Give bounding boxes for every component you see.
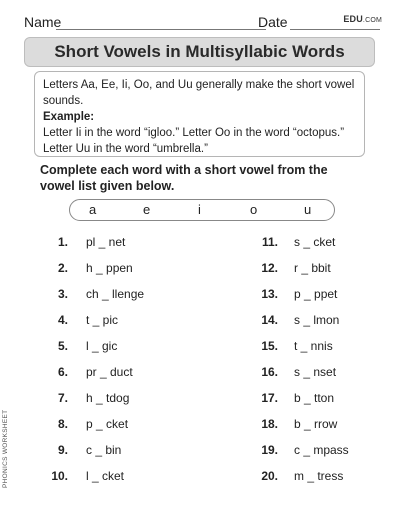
list-item-20 bbox=[248, 469, 388, 485]
item-word: t _ pic bbox=[86, 313, 119, 327]
list-item-6 bbox=[38, 365, 188, 381]
list-item-4 bbox=[38, 313, 188, 329]
item-number: 7. bbox=[57, 391, 68, 405]
vowel-i: i bbox=[198, 202, 201, 217]
item-number: 17. bbox=[261, 391, 278, 405]
item-word: r _ bbit bbox=[294, 261, 331, 275]
list-item-12 bbox=[248, 261, 388, 277]
info-line-1: Letters Aa, Ee, Ii, Oo, and Uu generally make the short vowel bbox=[43, 79, 355, 91]
vowel-list bbox=[69, 199, 335, 221]
item-number: 9. bbox=[57, 443, 68, 457]
item-word: h _ tdog bbox=[86, 391, 130, 405]
page-title: Short Vowels in Multisyllabic Words bbox=[54, 42, 345, 61]
item-number: 14. bbox=[261, 313, 278, 327]
side-label: PHONICS WORKSHEET bbox=[2, 409, 9, 488]
item-number: 5. bbox=[57, 339, 68, 353]
vowel-o: o bbox=[250, 202, 258, 217]
list-item-5 bbox=[38, 339, 188, 355]
item-word: c _ bin bbox=[86, 443, 122, 457]
list-item-15 bbox=[248, 339, 388, 355]
list-item-17 bbox=[248, 391, 388, 407]
item-word: l _ cket bbox=[86, 469, 125, 483]
date-label: Date bbox=[258, 14, 288, 30]
item-word: m _ tress bbox=[294, 469, 344, 483]
edu-logo bbox=[343, 14, 382, 24]
list-item-16 bbox=[248, 365, 388, 381]
item-number: 18. bbox=[261, 417, 278, 431]
info-line-4: Letter Uu in the word “umbrella.” bbox=[43, 143, 208, 155]
info-box bbox=[34, 71, 365, 157]
item-number: 10. bbox=[51, 469, 68, 483]
item-number: 12. bbox=[261, 261, 278, 275]
item-number: 6. bbox=[57, 365, 68, 379]
item-number: 8. bbox=[57, 417, 68, 431]
item-number: 19. bbox=[261, 443, 278, 457]
header-bar bbox=[24, 14, 382, 34]
list-item-14 bbox=[248, 313, 388, 329]
list-item-1 bbox=[38, 235, 188, 251]
list-item-2 bbox=[38, 261, 188, 277]
vowel-a: a bbox=[89, 202, 97, 217]
instruction-line-1: Complete each word with a short vowel from the bbox=[40, 163, 328, 177]
item-word: h _ ppen bbox=[86, 261, 133, 275]
info-line-2: sounds. bbox=[43, 95, 84, 107]
item-number: 11. bbox=[261, 235, 278, 249]
logo-suffix: .COM bbox=[362, 17, 382, 24]
list-item-18 bbox=[248, 417, 388, 433]
list-item-11 bbox=[248, 235, 388, 251]
item-number: 1. bbox=[57, 235, 68, 249]
item-number: 4. bbox=[57, 313, 68, 327]
item-number: 20. bbox=[261, 469, 278, 483]
item-number: 16. bbox=[261, 365, 278, 379]
item-word: l _ gic bbox=[86, 339, 118, 353]
item-word: s _ nset bbox=[294, 365, 337, 379]
logo-main: EDU bbox=[343, 14, 363, 24]
item-word: t _ nnis bbox=[294, 339, 333, 353]
item-word: pr _ duct bbox=[86, 365, 133, 379]
item-word: c _ mpass bbox=[294, 443, 349, 457]
name-line bbox=[56, 29, 266, 30]
vowel-u: u bbox=[304, 202, 312, 217]
list-item-8 bbox=[38, 417, 188, 433]
instructions bbox=[40, 162, 370, 194]
list-item-7 bbox=[38, 391, 188, 407]
item-number: 2. bbox=[57, 261, 68, 275]
list-item-13 bbox=[248, 287, 388, 303]
name-label: Name bbox=[24, 14, 62, 30]
item-word: s _ lmon bbox=[294, 313, 340, 327]
item-word: b _ rrow bbox=[294, 417, 338, 431]
example-label: Example: bbox=[43, 111, 95, 123]
title-banner bbox=[24, 37, 375, 67]
info-line-3: Letter Ii in the word “igloo.” Letter Oo in the word “octopus.” bbox=[43, 127, 345, 139]
item-word: b _ tton bbox=[294, 391, 335, 405]
vowel-e: e bbox=[143, 202, 151, 217]
list-item-19 bbox=[248, 443, 388, 459]
item-number: 13. bbox=[261, 287, 278, 301]
list-item-3 bbox=[38, 287, 188, 303]
item-word: p _ ppet bbox=[294, 287, 338, 301]
item-word: pl _ net bbox=[86, 235, 126, 249]
item-word: s _ cket bbox=[294, 235, 336, 249]
item-word: ch _ llenge bbox=[86, 287, 145, 301]
item-word: p _ cket bbox=[86, 417, 129, 431]
list-item-9 bbox=[38, 443, 188, 459]
item-number: 15. bbox=[261, 339, 278, 353]
instruction-line-2: vowel list given below. bbox=[40, 179, 175, 193]
list-item-10 bbox=[38, 469, 188, 485]
date-line bbox=[290, 29, 380, 30]
item-number: 3. bbox=[57, 287, 68, 301]
